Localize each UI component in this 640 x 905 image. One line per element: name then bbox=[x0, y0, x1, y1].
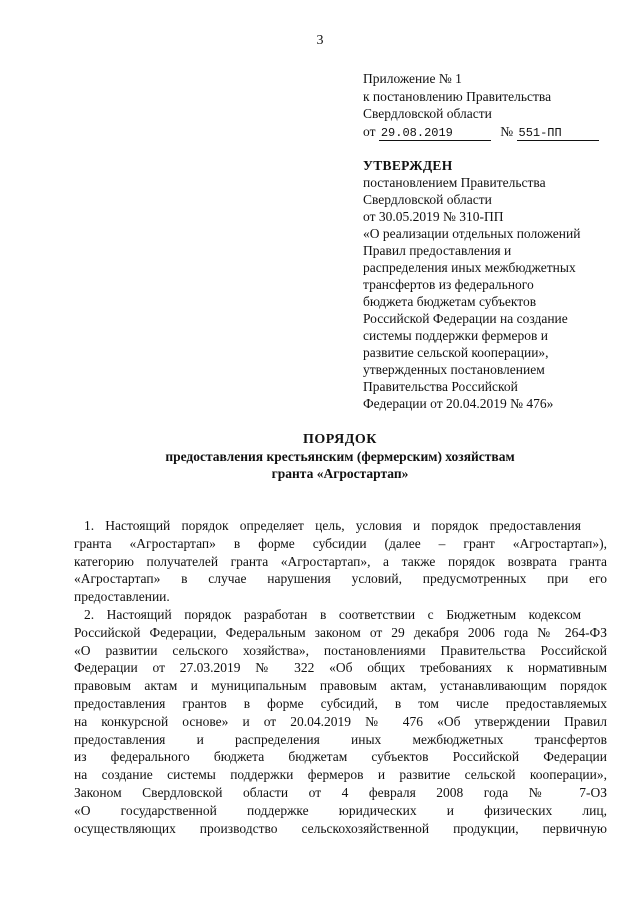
text-line: Законом Свердловской области от 4 февраля 2008 года № 7-ОЗ bbox=[74, 784, 607, 800]
appendix-block bbox=[363, 70, 613, 141]
decree-number: 551-ПП bbox=[517, 126, 599, 141]
text-line: на конкурсной основе» и от 20.04.2019 № 476 «Об утверждении Правил bbox=[74, 713, 607, 729]
paragraph-2 bbox=[74, 606, 607, 837]
appendix-date-line bbox=[363, 123, 613, 141]
approved-line: Российской Федерации на создание bbox=[363, 311, 568, 326]
text-line: правовым актам и муниципальным правовым актам, устанавливающим порядок bbox=[74, 678, 607, 694]
text-line: «О развитии сельского хозяйства», постановлениями Правительства Российской bbox=[74, 642, 607, 658]
text-line: предоставления и распределения иных межбюджетных трансфертов bbox=[74, 731, 607, 747]
from-label: от bbox=[363, 123, 376, 139]
document-body bbox=[74, 517, 607, 837]
approved-line: Федерации от 20.04.2019 № 476» bbox=[363, 396, 554, 411]
appendix-line-2: к постановлению Правительства bbox=[363, 88, 552, 104]
appendix-title: Приложение № 1 bbox=[363, 71, 462, 86]
approved-line: распределения иных межбюджетных bbox=[363, 260, 576, 275]
paragraph-1 bbox=[74, 517, 607, 606]
approved-line: постановлением Правительства bbox=[363, 175, 546, 190]
approved-title: УТВЕРЖДЕН bbox=[363, 158, 453, 173]
text-line: гранта «Агростартап» в форме субсидии (далее – грант «Агростартап»), bbox=[74, 535, 607, 551]
text-line: «О государственной поддержке юридических и физических лиц, bbox=[74, 802, 607, 818]
approved-line: Свердловской области bbox=[363, 192, 492, 207]
approved-line: бюджета бюджетам субъектов bbox=[363, 294, 537, 309]
approved-line: утвержденных постановлением bbox=[363, 362, 545, 377]
text-line: 2. Настоящий порядок разработан в соответствии с Бюджетным кодексом bbox=[84, 606, 581, 622]
document-title-line-2: предоставления крестьянским (фермерским) хозяйствам bbox=[165, 449, 515, 464]
text-line: предоставления грантов в форме субсидий, в том числе предоставляемых bbox=[74, 695, 607, 711]
text-line: из федерального бюджета бюджетам субъектов Российской Федерации bbox=[74, 749, 607, 765]
approved-line: Правил предоставления и bbox=[363, 243, 512, 258]
text-line: предоставлении. bbox=[74, 589, 170, 605]
appendix-line-3: Свердловской области bbox=[363, 106, 492, 121]
document-title bbox=[0, 431, 640, 482]
text-line: Федерации от 27.03.2019 № 322 «Об общих требованиях к нормативным bbox=[74, 660, 607, 676]
approved-block bbox=[363, 157, 615, 412]
approved-line: трансфертов из федерального bbox=[363, 277, 534, 292]
decree-date: 29.08.2019 bbox=[379, 126, 491, 141]
approved-line: системы поддержки фермеров и bbox=[363, 328, 548, 343]
approved-line: Правительства Российской bbox=[363, 379, 518, 394]
approved-line: от 30.05.2019 № 310-ПП bbox=[363, 209, 504, 224]
approved-line: развитие сельской кооперации», bbox=[363, 345, 549, 360]
number-label: № bbox=[500, 123, 514, 139]
approved-line: «О реализации отдельных положений bbox=[363, 226, 581, 241]
text-line: на создание системы поддержки фермеров и развитие сельской кооперации», bbox=[74, 767, 607, 783]
document-title-line-3: гранта «Агростартап» bbox=[271, 466, 409, 481]
text-line: категорию получателей гранта «Агростартап», а также порядок возврата гранта bbox=[74, 553, 607, 569]
text-line: 1. Настоящий порядок определяет цель, условия и порядок предоставления bbox=[84, 518, 581, 533]
text-line: осуществляющих производство сельскохозяйственной продукции, первичную bbox=[74, 820, 607, 836]
page-number: 3 bbox=[316, 33, 324, 48]
document-title-main: ПОРЯДОК bbox=[303, 432, 377, 447]
text-line: Российской Федерации, Федеральным законом от 29 декабря 2006 года № 264-ФЗ bbox=[74, 624, 607, 640]
text-line: «Агростартап» в случае нарушения условий, предусмотренных при его bbox=[74, 571, 607, 587]
